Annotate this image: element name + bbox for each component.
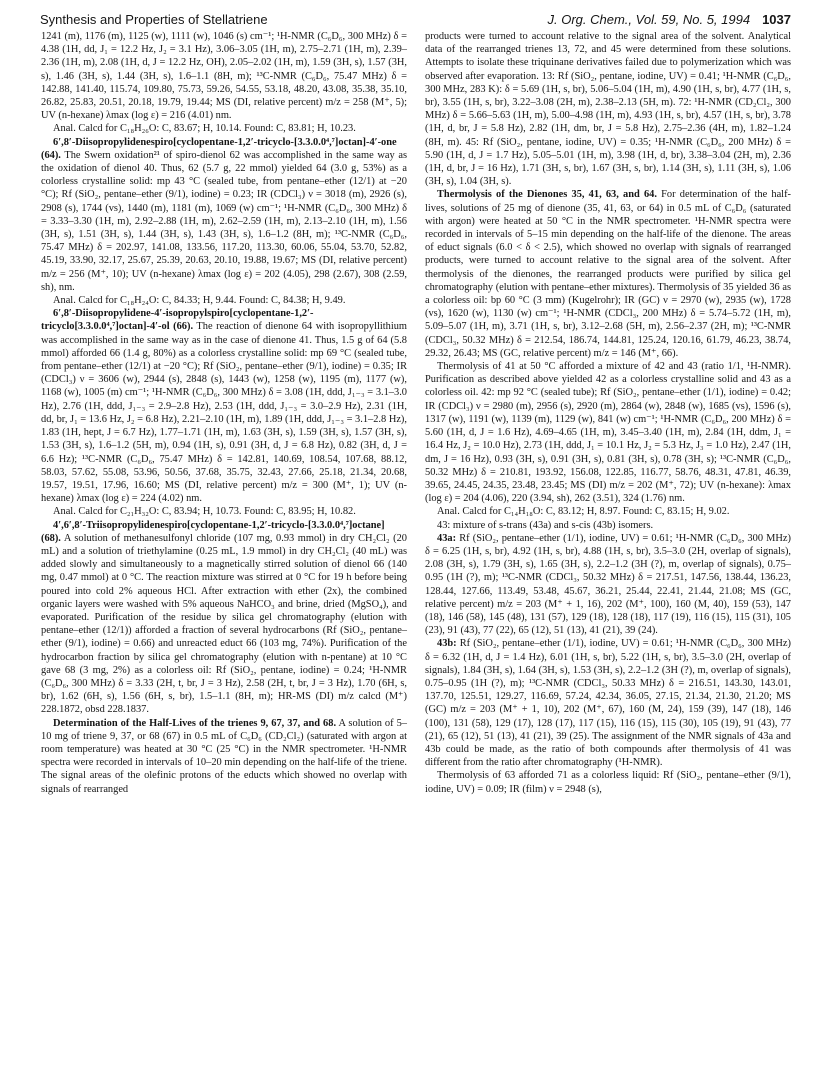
paragraph-text: For determination of the half-lives, solutions of 25 mg of dienone (35, 41, 63, or 64) in 0.5 mL of C₆D₆ (saturated with argon) were heated at 50 °C in the NMR spectrometer. ¹H-NMR spectra were recorded in intervals of 5–15 min depending on the half-life of the dienone. The areas of educt signals (6.0 < δ < 2.5), which showed no overlap with signals of rearranged products, were turned to account relative to the signal area of the solvent. After thermolysis of the dienones, the rearranged products were purified by silica gel chromatography (elution with pentane–ether mixtures). Thermolysis of 35 yielded 36 as a colorless oil: bp 60 °C (3 mm) (Kugelrohr); IR (GC) ν = 2970 (w), 2935 (w), 1728 (vs), 1620 (w), 1130 (w) cm⁻¹; ¹H-NMR (CDCl₃, 200 MHz) δ = 5.74–5.72 (1H, m), 5.09–5.07 (1H, m), 3.71 (1H, s, br), 3.12–2.68 (5H, m), 2.56–2.37 (2H, m); ¹³C-NMR (CDCl₃, 50.32 MHz) δ = 212.54, 186.74, 144.81, 125.24, 120.16, 61.79, 46.23, 38.74, 29.32, 26.43; MS (GC, relative percent) m/z = 146 (M⁺, 66). bbox=[425, 189, 791, 359]
paragraph-title: Determination of the Half-Lives of the trienes 9, 67, 37, and 68. bbox=[53, 717, 337, 729]
paragraph bbox=[41, 717, 407, 796]
journal-citation bbox=[548, 12, 791, 27]
paragraph-title: 6′,8′-Diisopropylidene-4′-isopropylspiro[cyclopentane-1,2′-tricyclo[3.3.0.0⁴,⁷]octan]-4′-ol (66). bbox=[41, 308, 314, 333]
page-number: 1037 bbox=[762, 12, 791, 27]
paragraph-text: Rf (SiO₂, pentane–ether (1/1), iodine, UV) = 0.61; ¹H-NMR (C₆D₆, 300 MHz) δ = 6.25 (1H, s, br), 4.92 (1H, s, br), 4.88 (1H, s, br), 3.5–3.0 (2H, overlap of signals), 2.08 (3H, s), 1.79 (3H, s), 1.65 (3H, s), 2.2–1.2 (3H (?), m, overlap of signals), 0.75–0.95 (1H (?), m); ¹³C-NMR (CDCl₃, 50.32 MHz) δ = 217.51, 147.56, 138.44, 136.23, 128.44, 127.66, 113.49, 53.48, 45.67, 36.21, 25.44, 22.41, 21.44, 21.08; MS (GC, relative percent) m/z = 203 (M⁺ + 1, 16), 202 (M⁺, 100), 160 (M, 40), 159 (53), 147 (18), 146 (58), 145 (48), 131 (57), 129 (18), 128 (18), 117 (19), 116 (15), 115 (31), 105 (23), 91 (43), 77 (22), 65 (12), 51 (13), 41 (21), 39 (24). bbox=[425, 532, 791, 637]
paragraph-title: 6′,8′-Diisopropylidenespiro[cyclopentane-1,2′-tricyclo-[3.3.0.0⁴,⁷]octan]-4′-one (64). bbox=[41, 136, 397, 161]
left-column bbox=[41, 30, 407, 796]
paragraph-text: A solution of 5–10 mg of triene 9, 37, or 68 (67) in 0.5 mL of C₆D₆ (CD₂Cl₂) (saturated with argon at room temperature) was heated at 30 °C (25 °C) in the NMR spectrometer. ¹H-NMR spectra were recorded in intervals of 10–20 min depending on the half-life of the triene. The signal areas of the olefinic protons of the educts which showed no overlap with signals of rearranged bbox=[41, 717, 407, 795]
paragraph bbox=[425, 188, 791, 360]
paragraph-text: Rf (SiO₂, pentane–ether (1/1), iodine, UV) = 0.61; ¹H-NMR (C₆D₆, 300 MHz) δ = 6.32 (1H, d, J = 1.4 Hz), 6.01 (1H, s, br), 5.22 (1H, s, br), 3.5–3.0 (2H, overlap of signals), 1.84 (3H, s), 1.64 (3H, s), 1.53 (3H, s), 2.2–1.2 (3H (?), m, overlap of signals), 0.75–0.95 (1H (?), m); ¹³C-NMR (CDCl₃, 50.33 MHz) δ = 216.51, 143.30, 143.01, 137.70, 125.51, 129.27, 116.69, 57.24, 42.34, 36.05, 27.15, 21.34, 21.30, 21.20; MS (GC) m/z = 203 (M⁺ + 1, 10), 202 (M⁺, 67), 160 (M, 24), 159 (39), 147 (18), 146 (100), 131 (58), 129 (17), 128 (17), 117 (15), 116 (15), 115 (30), 105 (19), 91 (43), 77 (21), 65 (12), 51 (13), 41 (21), 39 (25). The assignment of the NMR signals of 43a and 43b could be made, as the ratio of both compounds after thermolysis of 41 was different from the ratio after chromatography (¹H-NMR). bbox=[425, 638, 791, 769]
paragraph bbox=[41, 136, 407, 294]
paragraph-text: Anal. Calcd for C₂₁H₃₂O: C, 83.94; H, 10.73. Found: C, 83.95; H, 10.82. bbox=[53, 506, 356, 518]
paragraph bbox=[41, 122, 407, 135]
paragraph-title: 43b: bbox=[437, 638, 457, 650]
paragraph-title: 43a: bbox=[437, 532, 457, 544]
paragraph-title: 4′,6′,8′-Triisopropylidenespiro[cyclopentane-1,2′-tricyclo-[3.3.0.0⁴,⁷]octane] (68). bbox=[41, 519, 385, 544]
paragraph bbox=[425, 532, 791, 638]
paragraph-text: The reaction of dienone 64 with isopropyllithium was accomplished in the same way as in the case of dienone 41. Thus, 1.5 g of 64 (5.8 mmol) afforded 66 (1.4 g, 80%) as a colorless crystalline solid: mp 69 °C (sealed tube, from pentane–ether (12/1) at −20 °C); Rf (SiO₂, pentane–ether (9/1), iodine) = 0.35; IR (CDCl₃) ν = 3606 (w), 2944 (s), 2848 (s), 1443 (w), 1258 (w), 1195 (m), 1177 (w), 1168 (w), 1005 (m) cm⁻¹; ¹H-NMR (C₆D₆, 300 MHz) δ = 3.08 (1H, ddd, J₁₋₃ = 3.1–3.0 Hz), 2.76 (1H, ddd, J₁₋₃ = 2.9–2.8 Hz), 2.53 (1H, ddd, J₁₋₃ = 3.0–2.9 Hz), 2.31 (1H, dd, br, J₁ = 13.6 Hz, J₂ = 6.8 Hz), 2.21–2.10 (1H, m), 1.89 (1H, ddd, J₁₋₃ = 3.1–2.8 Hz), 1.83 (1H, hept, J = 6.7 Hz), 1.77–1.71 (1H, m), 1.63 (3H, s), 1.59 (3H, s), 1.57 (3H, s), 1.53 (3H, s), 1.6–1.2 (5H, m), 0.94 (1H, s), 0.91 (3H, d, J = 6.8 Hz), 0.82 (3H, d, J = 6.6 Hz); ¹³C-NMR (C₆D₆, 75.47 MHz) δ = 142.81, 140.69, 108.54, 107.68, 88.12, 58.03, 57.62, 55.08, 53.96, 50.56, 37.68, 35.75, 32.43, 27.66, 25.18, 21.34, 20.68, 19.57, 19.51, 17.96, 16.60; MS (DI, relative percent) m/z = 300 (M⁺, 1); UV (n-hexane) λmax (log ε) = 224 (4.02) nm. bbox=[41, 321, 407, 505]
paragraph-text: Anal. Calcd for C₁₈H₂₄O: C, 84.33; H, 9.44. Found: C, 84.38; H, 9.49. bbox=[53, 295, 346, 307]
paragraph-text: 43: mixture of s-trans (43a) and s-cis (43b) isomers. bbox=[437, 519, 654, 531]
paragraph bbox=[425, 30, 791, 188]
paragraph bbox=[425, 769, 791, 795]
right-column bbox=[425, 30, 791, 796]
paragraph bbox=[41, 30, 407, 122]
paragraph bbox=[41, 307, 407, 505]
paragraph bbox=[41, 505, 407, 518]
paragraph bbox=[425, 637, 791, 769]
paragraph-text: 1241 (m), 1176 (m), 1125 (w), 1111 (w), 1046 (s) cm⁻¹; ¹H-NMR (C₆D₆, 300 MHz) δ = 4.38 (1H, dd, J₁ = 12.2 Hz, J₂ = 3.1 Hz), 3.06–3.05 (1H, m), 2.75–2.71 (1H, m), 2.39–2.36 (1H, m), 2.08 (1H, d, J = 12.2 Hz, OH), 2.05–2.02 (1H, m), 1.59 (3H, s), 1.57 (3H, s), 1.46 (3H, s), 1.44 (3H, s), 1.6–1.1 (8H, m); ¹³C-NMR (C₆D₆, 75.47 MHz) δ = 142.88, 141.40, 115.74, 109.80, 75.73, 59.26, 54.55, 53.18, 48.20, 43.08, 35.38, 35.10, 26.82, 25.83, 20.51, 20.18, 19.79, 19.44; MS (DI, relative percent) m/z = 258 (M⁺, 5); UV (n-hexane) λmax (log ε) = 216 (4.01) nm. bbox=[41, 31, 407, 122]
paragraph-text: Anal. Calcd for C₁₄H₁₈O: C, 83.12; H, 8.97. Found: C, 83.15; H, 9.02. bbox=[437, 506, 730, 518]
journal-name: J. Org. Chem., Vol. 59, No. 5, 1994 bbox=[547, 12, 751, 27]
paragraph bbox=[41, 294, 407, 307]
paragraph-text: The Swern oxidation²¹ of spiro-dienol 62 was accomplished in the same way as the oxidation of dienol 40. Thus, 62 (5.7 g, 22 mmol) yielded 64 (3.0 g, 53%) as a colorless crystalline solid: mp 43 °C (sealed tube, from pentane–ether (12/1) at −20 °C); Rf (SiO₂, pentane–ether (9/1), iodine) = 0.23; IR (CDCl₃) ν = 3018 (m), 2926 (s), 2908 (s), 1744 (vs), 1440 (m), 1181 (m), 1069 (w) cm⁻¹; ¹H-NMR (C₆D₆, 300 MHz) δ = 3.33–3.30 (1H, m), 2.92–2.88 (1H, m), 2.62–2.59 (1H, m), 2.13–2.10 (1H, m), 1.56 (3H, s), 1.51 (3H, s), 1.44 (3H, s), 1.43 (3H, s), 1.6–1.2 (8H, m); ¹³C-NMR (C₆D₆, 75.47 MHz) δ = 202.97, 141.08, 133.56, 117.20, 113.30, 60.06, 55.04, 53.70, 52.82, 45.19, 33.90, 32.17, 25.67, 25.39, 20.63, 20.10, 19.88, 19.67; MS (DI, relative percent) m/z = 256 (M⁺, 10); UV (n-hexane) λmax (log ε) = 202 (4.05), 298 (2.67), 308 (2.59, sh), nm. bbox=[41, 149, 407, 293]
paragraph-text: Anal. Calcd for C₁₈H₂₆O: C, 83.67; H, 10.14. Found: C, 83.81; H, 10.23. bbox=[53, 123, 356, 135]
paragraph-text: Thermolysis of 41 at 50 °C afforded a mixture of 42 and 43 (ratio 1/1, ¹H-NMR). Purification as described above yielded 42 as a colorless crystalline solid and 43 as a colorless oil. 42: mp 92 °C (sealed tube); Rf (SiO₂, pentane–ether (1/1), iodine) = 0.42; IR (CDCl₃) ν = 2980 (m), 2956 (s), 2920 (m), 2864 (w), 2848 (w), 1685 (vs), 1596 (s), 1317 (w), 1191 (w), 1139 (m), 1129 (w), 841 (w) cm⁻¹; ¹H-NMR (C₆D₆, 200 MHz) δ = 5.60 (1H, d, J = 1.6 Hz), 4.69–4.65 (1H, m), 3.45–3.40 (1H, m), 2.84 (1H, ddm, J₁ = 16.4 Hz, J₂ = 10.0 Hz), 2.73 (1H, ddd, J₁ = 10.1 Hz, J₂ = 5.3 Hz, J₃ = 1.0 Hz), 2.47 (1H, dm, J = 16 Hz), 0.93 (3H, s), 0.91 (3H, s), 0.81 (3H, s), 0.78 (3H, s); ¹³C-NMR (C₆D₆, 50.32 MHz) δ = 210.81, 193.92, 156.08, 122.85, 116.77, 58.76, 48.31, 47.81, 46.39, 39.65, 24.45, 24.35, 23.48, 23.45; MS (DI) m/z = 202 (M⁺, 72); UV (n-hexane): λmax (log ε) = 204 (4.06), 220 (3.94, sh), 262 (3.51), 324 (1.76) nm. bbox=[425, 361, 791, 505]
paragraph bbox=[425, 360, 791, 505]
running-title: Synthesis and Properties of Stellatriene bbox=[40, 12, 268, 27]
paragraph-title: Thermolysis of the Dienones 35, 41, 63, and 64. bbox=[437, 189, 657, 201]
paragraph bbox=[425, 505, 791, 518]
paragraph-text: A solution of methanesulfonyl chloride (107 mg, 0.93 mmol) in dry CH₂Cl₂ (20 mL) and a solution of triethylamine (0.25 mL, 1.9 mmol) in dry CH₂Cl₂ (40 mL) was added slowly and simultaneously to a magnetically stirred solution of dienol 66 (140 mg, 0.47 mmol) at 0 °C. The reaction mixture was stirred at 0 °C for 19 h before being poured into cold 2% aqueous HCl. After extraction with ether (2x), the combined organic layers were washed with 5% aqueous NaHCO₃ and brine, dried (MgSO₄), and evaporated. Purification of the residue by silica gel chromatography (elution with pentane–ether (12/1)) afforded a fraction of several hydrocarbons (Rf (SiO₂, pentane–ether (9/1), iodine) = 0.66) and unreacted educt 66 (103 mg, 74%). Purification of the hydrocarbon fraction by silica gel chromatography (elution with n-pentane) at 10 °C gave 68 (3 mg, 2%) as a colorless oil: Rf (SiO₂, pentane, iodine) = 0.24; ¹H-NMR (C₆D₆, 300 MHz) δ = 3.33 (2H, t, br, J = 3 Hz), 2.58 (2H, t, br, J = 3 Hz), 1.70 (6H, s, br), 1.62 (6H, s), 1.56 (6H, s, br), 1.5–1.1 (8H, m); HR-MS (DI) m/z calcd (M⁺) 228.1872, obsd 228.1837. bbox=[41, 532, 407, 716]
paragraph bbox=[41, 519, 407, 717]
paragraph-text: products were turned to account relative to the signal area of the solvent. Analytical data of the rearranged trienes 13, 72, and 45 were determined from these solutions. Attempts to isolate these triquinane derivatives failed due to polymerization which was observed after evaporation. 13: Rf (SiO₂, pentane, iodine, UV) = 0.41; ¹H-NMR (C₆D₆, 300 MHz, 283 K): δ = 5.69 (1H, s, br), 5.06–5.04 (1H, m), 4.90 (1H, s, br), 4.77 (1H, s, br), 3.55 (1H, s, br), 3.22–3.08 (2H, m), 2.38–2.13 (5H, m). 72: ¹H-NMR (CD₂Cl₂, 300 MHz) δ = 5.66–5.63 (1H, m), 5.00–4.98 (1H, m), 4.93 (1H, s, br), 4.57 (1H, s, br), 3.78 (1H, d, br, J = 5.8 Hz), 2.82 (1H, dm, br, J = 5.8 Hz), 2.75–2.36 (4H, m), 1.82–1.24 (8H, m). 45: Rf (SiO₂, pentane, iodine, UV) = 0.35; ¹H-NMR (C₆D₆, 200 MHz) δ = 5.90 (1H, d, J = 1.7 Hz), 5.05–5.01 (1H, m), 3.98 (1H, d, br), 3.38–3.04 (2H, m), 2.36 (1H, d, br, J = 16 Hz), 1.71 (3H, s, br), 1.67 (3H, s, br), 1.14 (3H, s), 1.11 (3H, s), 1.06 (3H, s), 1.04 (3H, s). bbox=[425, 31, 791, 188]
running-header bbox=[40, 8, 791, 30]
paragraph bbox=[425, 519, 791, 532]
paragraph-text: Thermolysis of 63 afforded 71 as a colorless liquid: Rf (SiO₂, pentane–ether (9/1), iodine, UV) = 0.09; IR (film) ν = 2948 (s), bbox=[425, 770, 791, 795]
